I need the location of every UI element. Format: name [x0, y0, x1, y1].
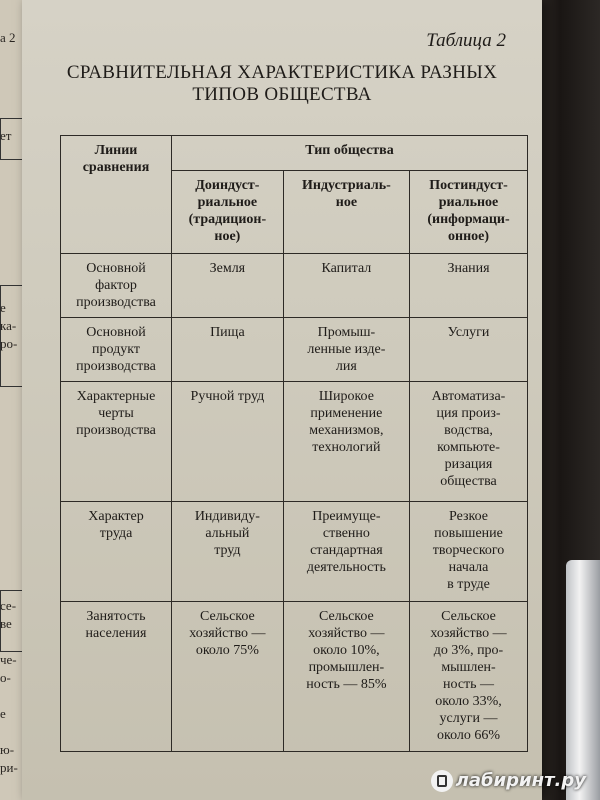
table-cell: [172, 602, 284, 752]
table-row: [61, 254, 528, 318]
row-label: [61, 382, 172, 502]
labirint-logo-icon: [431, 770, 453, 792]
table-header-row: [61, 136, 528, 171]
cell-line: механизмов,: [309, 423, 384, 438]
cell-line: хозяйство —: [430, 626, 507, 641]
table-row: [61, 502, 528, 602]
table-cell: [172, 382, 284, 502]
book-page: [22, 0, 542, 800]
cell-line: до 3%, про-: [433, 643, 504, 658]
header-line: (традицион-: [188, 212, 267, 227]
cell-line: труда: [99, 526, 133, 541]
table-cell: [283, 382, 409, 502]
table-cell: [410, 502, 528, 602]
group-header: Тип общества: [172, 136, 528, 171]
cell-line: Занятость: [86, 609, 146, 624]
cell-line: ленные изде-: [307, 342, 386, 357]
table-cell: [172, 502, 284, 602]
cell-line: деятельность: [306, 560, 386, 575]
margin-fragment: че-: [0, 652, 17, 667]
margin-fragment: ри-: [0, 760, 18, 775]
cell-line: творческого: [432, 543, 505, 558]
table-cell: [410, 602, 528, 752]
row-label: [61, 254, 172, 318]
table-cell: [172, 254, 284, 318]
column-header-preindustrial: [172, 171, 284, 254]
header-line: ное: [335, 195, 358, 210]
cell-line: Капитал: [321, 261, 372, 276]
table-cell: [410, 318, 528, 382]
cell-line: около 33%,: [435, 694, 502, 709]
header-line: риальное: [438, 195, 499, 210]
row-label: [61, 602, 172, 752]
title-line: СРАВНИТЕЛЬНАЯ ХАРАКТЕРИСТИКА РАЗНЫХ: [66, 62, 498, 83]
cell-line: производства: [76, 295, 156, 310]
table-cell: [283, 502, 409, 602]
cell-line: начала: [448, 560, 489, 575]
cell-line: Ручной труд: [190, 389, 265, 404]
header-line: ное): [214, 229, 241, 244]
margin-fragment: ве: [0, 616, 12, 631]
cell-line: мышлен-: [441, 660, 496, 675]
cell-line: ность — 85%: [306, 677, 387, 692]
header-line: (информаци-: [427, 212, 510, 227]
margin-fragment: а 2: [0, 30, 16, 45]
cell-line: хозяйство —: [189, 626, 266, 641]
cell-line: лия: [335, 359, 357, 374]
corner-header: [61, 136, 172, 254]
cell-line: Основной: [86, 325, 146, 340]
header-line: риальное: [197, 195, 258, 210]
cell-line: населения: [85, 626, 147, 641]
table-cell: [410, 254, 528, 318]
table-body: [61, 254, 528, 752]
cell-line: повышение: [434, 526, 503, 541]
table-row: [61, 318, 528, 382]
cell-line: производства: [76, 423, 156, 438]
header-line: Индустриаль-: [302, 178, 391, 193]
cell-line: фактор: [95, 278, 137, 293]
cell-line: стандартная: [310, 543, 383, 558]
table-cell: [283, 318, 409, 382]
header-line: Доиндуст-: [195, 178, 260, 193]
margin-fragment: е: [0, 300, 6, 315]
margin-fragment: ро-: [0, 336, 18, 351]
cell-line: Промыш-: [317, 325, 376, 340]
cell-line: Индивиду-: [194, 509, 260, 524]
cell-line: технологий: [312, 440, 381, 455]
pen: [566, 560, 600, 800]
cell-line: водства,: [444, 423, 493, 438]
header-line: сравнения: [82, 160, 150, 175]
cell-line: Широкое: [318, 389, 374, 404]
cell-line: Сельское: [199, 609, 255, 624]
table-number: Таблица 2: [426, 30, 506, 51]
cell-line: около 66%: [436, 728, 501, 743]
cell-line: промышлен-: [308, 660, 385, 675]
cell-line: ризация: [444, 457, 493, 472]
header-line: онное): [448, 229, 490, 244]
cell-line: Пища: [210, 325, 245, 340]
cell-line: Знания: [447, 261, 490, 276]
cell-line: общества: [440, 474, 497, 489]
cell-line: Характерные: [76, 389, 156, 404]
margin-fragment: ка-: [0, 318, 17, 333]
cell-line: около 10%,: [313, 643, 380, 658]
watermark-text: лабиринт.ру: [455, 770, 586, 791]
comparison-table: [60, 135, 528, 752]
margin-fragment: е: [0, 706, 6, 721]
cell-line: Услуги: [447, 325, 490, 340]
watermark: [431, 770, 586, 792]
column-header-industrial: [283, 171, 409, 254]
cell-line: ственно: [322, 526, 370, 541]
cell-line: Характер: [88, 509, 144, 524]
cell-line: Земля: [209, 261, 246, 276]
cell-line: ность —: [442, 677, 495, 692]
cell-line: Сельское: [318, 609, 374, 624]
table-cell: [283, 254, 409, 318]
cell-line: труд: [214, 543, 241, 558]
margin-fragment: ю-: [0, 742, 15, 757]
cell-line: около 75%: [195, 643, 259, 658]
cell-line: ция произ-: [436, 406, 501, 421]
margin-fragment: ет: [0, 128, 12, 143]
cell-line: Автоматиза-: [431, 389, 506, 404]
cell-line: Основной: [86, 261, 146, 276]
cell-line: услуги —: [439, 711, 498, 726]
table-row: [61, 382, 528, 502]
cell-line: черты: [98, 406, 134, 421]
page-title: [22, 62, 542, 106]
row-label: [61, 502, 172, 602]
cell-line: в труде: [447, 577, 490, 592]
column-header-postindustrial: [410, 171, 528, 254]
margin-fragment: о-: [0, 670, 11, 685]
cell-line: применение: [310, 406, 383, 421]
table-cell: [172, 318, 284, 382]
table-cell: [410, 382, 528, 502]
title-line: ТИПОВ ОБЩЕСТВА: [192, 84, 372, 105]
header-line: Постиндуст-: [429, 178, 508, 193]
header-line: Линии: [94, 143, 138, 158]
table-row: [61, 602, 528, 752]
cell-line: производства: [76, 359, 156, 374]
cell-line: Преимуще-: [312, 509, 381, 524]
cell-line: продукт: [92, 342, 140, 357]
margin-fragment: се-: [0, 598, 17, 613]
cell-line: Сельское: [441, 609, 496, 624]
cell-line: хозяйство —: [308, 626, 385, 641]
cell-line: Резкое: [449, 509, 489, 524]
row-label: [61, 318, 172, 382]
cell-line: альный: [205, 526, 250, 541]
cell-line: компьюте-: [437, 440, 500, 455]
table-cell: [283, 602, 409, 752]
